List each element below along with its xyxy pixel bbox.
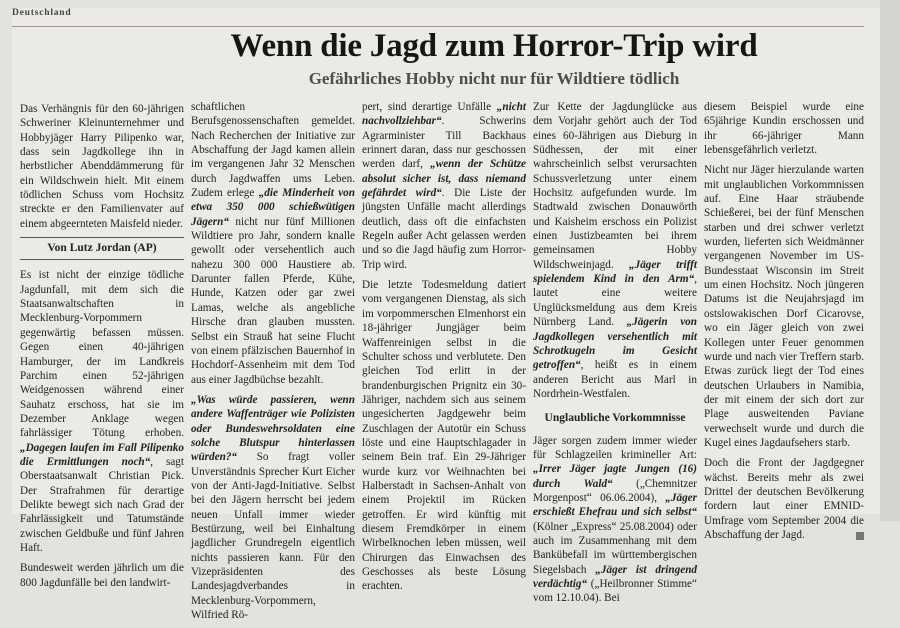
- paragraph: „Was würde passieren, wenn andere Waffenträger wie Polizisten oder Bundeswehrsoldaten eine solche Blutspur hinterlassen würden?“ So fragt voller Unverständnis Sprecher Kurt Eicher von der Anti-Jagd-Initiative. Selbst bei den Jägern herrscht bei jedem neuen Unfall immer wieder Bestürzung, weil bei Einhaltung jagdlicher Grundregeln eigentlich nichts passieren kann. Für den Vizepräsidenten des Landesjagdverbandes in Mecklenburg-Vorpommern, Wilfried Rö-: [191, 393, 355, 622]
- quote: „Irrer Jäger jagte Jungen (16) durch Wald“: [533, 463, 697, 490]
- quote: „Dagegen laufen im Fall Pilipenko die Ermittlungen noch“: [20, 441, 184, 468]
- quote: „Jäger erschießt Ehefrau und sich selbst“: [533, 491, 697, 519]
- paragraph: Jäger sorgen zudem immer wieder für Schlagzeilen krimineller Art: „Irrer Jäger jagte Jungen (16) durch Wald“ („Chemnitzer Morgenpost“ 06.06.2004), „Jäger erschießt Ehefrau und sich selbst“ (Kölner „Express“ 25.08.2004) oder auch im Zusammenhang mit dem Bankübefall im württembergischen Siegelsbach „Jäger ist dringend verdächtig“ („Heilbronner Stimme“ vom 12.10.04). Bei: [533, 434, 698, 605]
- column-4: [533, 100, 697, 612]
- column-3: [362, 100, 526, 600]
- quote: „wenn der Schütze absolut sicher ist, dass niemand gefährdet wird“: [362, 158, 527, 200]
- subheading: Unglaubliche Vorkommnisse: [544, 412, 686, 425]
- column-5: [704, 100, 864, 548]
- paragraph: schaftlichen Berufsgenossenschaften gemeldet. Nach Recherchen der Initiative zur Abschaffung der Jagd kamen allein im vergangenen Jahr 32 Menschen durch Jagdwaffen ums Leben. Zudem erlege „die Minderheit von etwa 350 000 schießwütigen Jägern“ nicht nur fünf Millionen Wildtiere pro Jahr, sondern knalle gewollt oder versehentlich auch nahezu 300 000 Haustiere ab. Darunter fallen Pferde, Kühe, Hunde, Katzen oder gar zwei Lamas, welche als angebliche Hirsche dran glauben mussten. Selbst ein Strauß hat seine Flucht von einem pfälzischen Bauernhof in Hochdorf-Assenheim mit dem Tod aus einer Jagdbüchse bezahlt.: [191, 101, 355, 386]
- quote: „Jäger ist dringend verdächtig“: [533, 563, 698, 590]
- quote: „nicht nachvollziehbar“: [362, 101, 526, 128]
- quote: „Jägerin von Jagdkollegen versehentlich mit Schrotkugeln im Gesicht getroffen“: [533, 316, 697, 372]
- quote: „Jäger trifft spielendem Kind in den Arm“: [533, 258, 698, 286]
- end-mark-icon: [856, 532, 864, 540]
- paragraph: diesem Beispiel wurde eine 65jährige Kundin erschossen und ihr 66-jähriger Mann lebensgefährlich verletzt.: [704, 101, 864, 157]
- paragraph: Die letzte Todesmeldung datiert vom vergangenen Dienstag, als sich im vorpommerschen Elmenhorst ein 18-jähriger Jungjäger beim Waffenreinigen selbst in die Schulter schoss und verblutete. Den gleichen Tod erlitt in der brandenburgischen Prignitz ein 30-Jähriger, nachdem sich aus seinem ungesicherten Jagdgewehr beim Zuschlagen der Autotür ein Schuss löste und eine Hauptschlagader in seinem Bein traf. Ein 29-Jähriger wurde kurz vor Weihnachten bei Halberstadt in Sachsen-Anhalt von einem Projektil im Rücken getroffen. Er wird künftig mit diesem Fremdkörper in einem Wirbelknochen leben müssen, weil Chirurgen das Einwachsen des Geschosses als beste Lösung erachten.: [362, 279, 526, 593]
- paragraph: Doch die Front der Jagdgegner wächst. Bereits mehr als zwei Drittel der deutschen Bevölkerung fordern laut einer EMNID-Umfrage vom September 2004 die Abschaffung der Jagd.: [704, 457, 864, 541]
- section-label: Deutschland: [12, 8, 72, 18]
- paragraph: Zur Kette der Jagdunglücke aus dem Vorjahr gehört auch der Tod eines 60-Jährigen aus Dieburg in Südhessen, der mit einer wahrscheinlich selbst verursachten Schussverletzung unter einem Hochsitz aufgefunden wurde. Im Stadtwald zwischen Donauwörth und Kaisheim erschoss ein Polizist einen Justizbeamten bei ihrem gemeinsamen Hobby Wildschweinjagd. „Jäger trifft spielendem Kind in den Arm“, lautet eine weitere Unglücksmeldung aus dem Kreis Nürnberg Land. „Jägerin von Jagdkollegen versehentlich mit Schrotkugeln im Gesicht getroffen“, heißt es in einem anderen Bericht aus Marl in Nordrhein-Westfalen.: [533, 101, 698, 400]
- paragraph: pert, sind derartige Unfälle „nicht nachvollziehbar“. Schwerins Agrarminister Till Backhaus erinnert daran, dass nur geschossen werden darf, „wenn der Schütze absolut sicher ist, dass niemand gefährdet wird“. Die Liste der jüngsten Unfälle macht allerdings deutlich, dass oft die einfachsten Regeln außer Acht gelassen werden und so die Jagd häufig zum Horror-Trip wird.: [362, 101, 527, 271]
- paragraph: Bundesweit werden jährlich um die 800 Jagdunfälle bei den landwirt-: [20, 562, 184, 589]
- paragraph: Das Verhängnis für den 60-jährigen Schweriner Kleinunternehmer und Hobbyjäger Harry Pilipenko war, dass sein Jagdkollege ihn in herbstlicher Abenddämmerung für ein Wildschwein hielt. Mit einem tödlichen Schuss vom Hochsitz streckte er den Familienvater auf einem abgeernteten Maisfeld nieder.: [20, 103, 184, 230]
- headline: Wenn die Jagd zum Horror-Trip wird: [230, 28, 758, 64]
- column-2: [191, 100, 355, 628]
- paragraph: Es ist nicht der einzige tödliche Jagdunfall, mit dem sich die Staatsanwaltschaften in Mecklenburg-Vorpommern gegenwärtig befassen müssen. Gegen einen 40-jährigen Hamburger, der im Landkreis Parchim einen 52-jährigen Weidgenossen während einer Sauhatz erschoss, hat sie im Dezember Anklage wegen fahrlässiger Tötung erhoben. „Dagegen laufen im Fall Pilipenko die Ermittlungen noch“, sagt Oberstaatsanwalt Christian Pick. Der Strafrahmen für derartige Delikte bewegt sich nach Grad der Fahrlässigkeit und Tatumstände zwischen Geldbuße und fünf Jahren Haft.: [20, 269, 184, 554]
- subheadline: Gefährliches Hobby nicht nur für Wildtiere tödlich: [308, 69, 680, 88]
- quote: „Was würde passieren, wenn andere Waffenträger wie Polizisten oder Bundeswehrsoldaten eine solche Blutspur hinterlassen würden?“: [191, 393, 355, 464]
- paragraph: Nicht nur Jäger hierzulande warten mit unglaublichen Vorkommnissen auf. Eine Haar sträubende Schießerei, bei der fünf Menschen starben und drei schwer verletzt wurden, lieferten sich Weidmänner vergangenen November im US-Bundesstaat Wisconsin im Streit um einen Hochsitz. Noch jüngeren Datums ist die Neujahrsjagd im ostslowakischen Dorf Cicarovse, wo ein Jäger gleich von zwei Kollegen unter Feuer genommen wurde und nach vier Treffern starb. Etwas zurück liegt der Tod eines deutschen Urlaubers in Namibia, der mit einem der sich dort zur Plage ausweitenden Paviane verwechselt wurde und durch die Kugel eines Jagdaufsehers starb.: [704, 164, 864, 449]
- byline: Von Lutz Jordan (AP): [20, 237, 184, 260]
- column-1: [20, 102, 184, 596]
- quote: „die Minderheit von etwa 350 000 schießwütigen Jägern“: [191, 187, 355, 228]
